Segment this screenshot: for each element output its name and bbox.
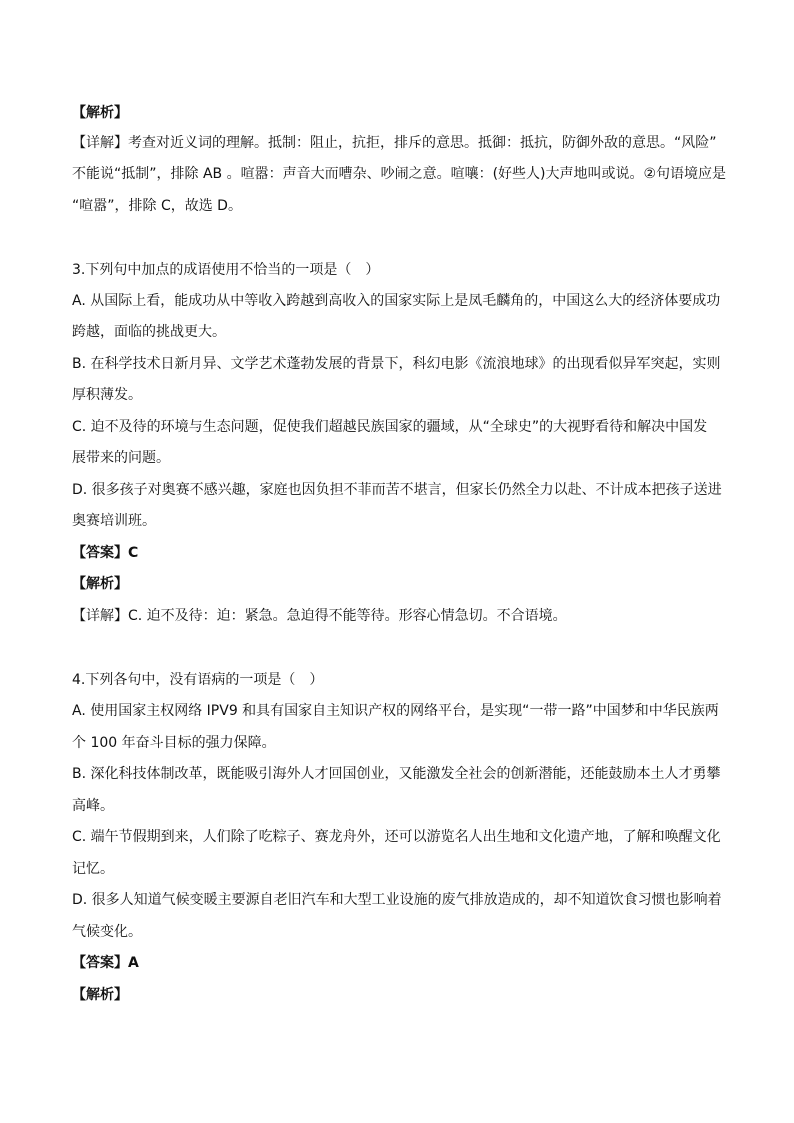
option-d-line: D. 很多人知道气候变暖主要源自老旧汽车和大型工业设施的废气排放造成的，却不知道饮食习惯也影响着 <box>72 892 722 908</box>
option-a-line: A. 使用国家主权网络 IPV9 和具有国家自主知识产权的网络平台，是实现“一带一路”中国梦和中华民族两 <box>72 703 719 719</box>
analysis-label: 【解析】 <box>72 576 128 592</box>
option-c-line: 展带来的问题。 <box>72 450 170 466</box>
option-d-line: 气候变化。 <box>72 924 142 940</box>
option-d-line: 奥赛培训班。 <box>72 513 156 529</box>
detail-text-line: “喧嚣”，排除 C，故选 D。 <box>72 198 242 214</box>
answer-label: 【答案】A <box>72 955 139 971</box>
option-a-line: 个 100 年奋斗目标的强力保障。 <box>72 735 276 751</box>
analysis-label: 【解析】 <box>72 987 128 1003</box>
option-b-line: B. 深化科技体制改革，既能吸引海外人才回国创业，又能激发全社会的创新潜能，还能鼓励本土人才勇攀 <box>72 766 721 782</box>
option-a-line: A. 从国际上看，能成功从中等收入跨越到高收入的国家实际上是凤毛麟角的，中国这么大的经济体要成功 <box>72 293 721 309</box>
analysis-label: 【解析】 <box>72 105 128 121</box>
detail-text-line: 【详解】C. 迫不及待：迫：紧急。急迫得不能等待。形容心情急切。不合语境。 <box>72 608 567 624</box>
detail-text-line: 不能说“抵制”，排除 AB 。喧嚣：声音大而嘈杂、吵闹之意。喧嚷：(好些人)大声地叫或说。②句语境应是 <box>72 166 727 182</box>
question-stem: 3.下列句中加点的成语使用不恰当的一项是（ ） <box>72 262 380 278</box>
option-c-line: C. 端午节假期到来，人们除了吃粽子、赛龙舟外，还可以游览名人出生地和文化遗产地，了解和唤醒文化 <box>72 829 721 845</box>
option-d-line: D. 很多孩子对奥赛不感兴趣，家庭也因负担不菲而苦不堪言，但家长仍然全力以赴、不计成本把孩子送进 <box>72 482 722 498</box>
option-c-line: 记忆。 <box>72 861 114 877</box>
option-b-line: 高峰。 <box>72 798 114 814</box>
answer-label: 【答案】C <box>72 545 139 561</box>
option-c-line: C. 迫不及待的环境与生态问题，促使我们超越民族国家的疆域，从“全球史”的大视野看待和解决中国发 <box>72 419 708 435</box>
option-b-line: B. 在科学技术日新月异、文学艺术蓬勃发展的背景下，科幻电影《流浪地球》的出现看似异军突起，实则 <box>72 356 721 372</box>
option-a-line: 跨越，面临的挑战更大。 <box>72 324 226 340</box>
question-stem: 4.下列各句中，没有语病的一项是（ ） <box>72 672 324 688</box>
detail-text-line: 【详解】考查对近义词的理解。抵制：阻止，抗拒，排斥的意思。抵御：抵抗，防御外敌的意思。“风险” <box>72 135 717 151</box>
option-b-line: 厚积薄发。 <box>72 387 142 403</box>
